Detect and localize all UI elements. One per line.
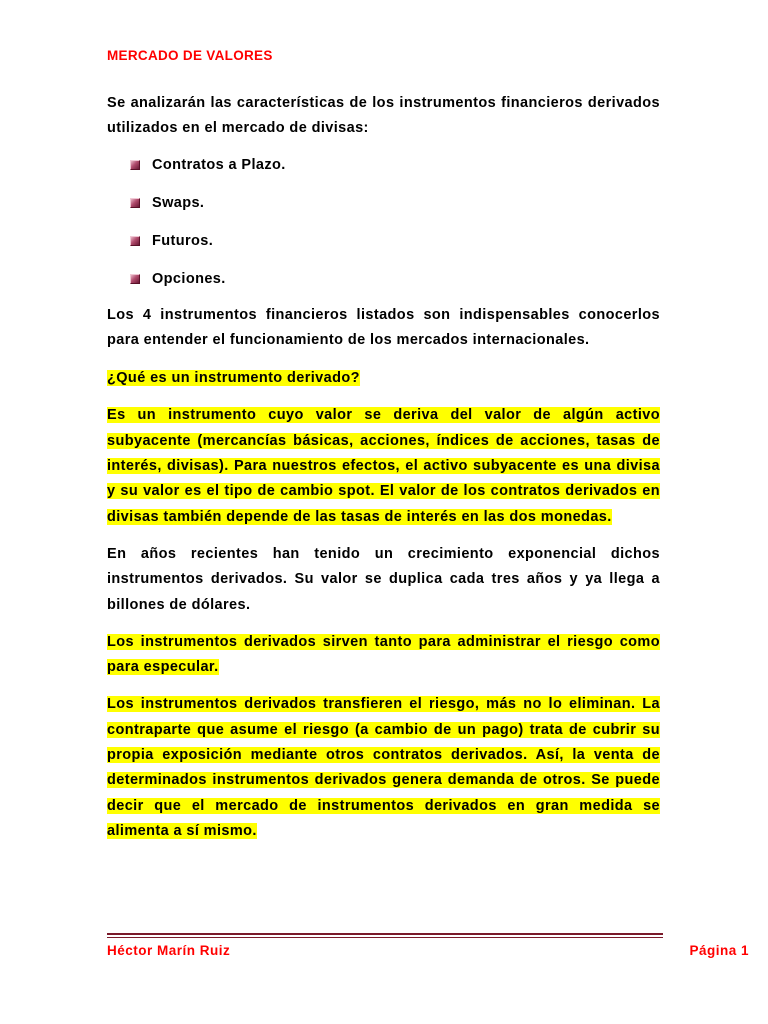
list-item-label: Contratos a Plazo. [152, 156, 286, 173]
footer-author: Héctor Marín Ruiz [107, 943, 231, 958]
square-bullet-icon [130, 236, 140, 246]
document-title: MERCADO DE VALORES [107, 48, 273, 63]
risk-transfer-paragraph-text: Los instrumentos derivados transfieren el riesgo, más no lo eliminan. La contraparte que asume el riesgo (a cambio de un pago) trata de cubrir su propia exposición mediante otros contratos derivados. Así, la venta de determinados instrumentos derivados genera demanda de otros. Se puede decir que el mercado de instrumentos derivados en gran medida se alimenta a sí mismo. [107, 696, 660, 839]
page-number: Página 1 [689, 943, 749, 958]
risk-speculation-paragraph [107, 630, 660, 681]
definition-paragraph-text: Es un instrumento cuyo valor se deriva del valor de algún activo subyacente (mercancías básicas, acciones, índices de acciones, tasas de interés, divisas). Para nuestros efectos, el activo subyacente es una divisa y su valor es el tipo de cambio spot. El valor de los contratos derivados en divisas también depende de las tasas de interés en las dos monedas. [107, 407, 660, 525]
square-bullet-icon [130, 198, 140, 208]
growth-paragraph: En años recientes han tenido un crecimiento exponencial dichos instrumentos derivados. Su valor se duplica cada tres años y ya llega a billones de dólares. [107, 545, 660, 613]
square-bullet-icon [130, 274, 140, 284]
list-item-label: Swaps. [152, 194, 205, 211]
list-item-label: Opciones. [152, 270, 226, 287]
definition-paragraph [107, 403, 660, 529]
listed-instruments-paragraph: Los 4 instrumentos financieros listados son indispensables conocerlos para entender el funcionamiento de los mercados internacionales. [107, 306, 660, 348]
question-heading [107, 366, 660, 391]
list-item [107, 229, 660, 254]
list-item [107, 267, 660, 292]
list-item [107, 153, 660, 178]
list-item [107, 191, 660, 216]
risk-speculation-paragraph-text: Los instrumentos derivados sirven tanto para administrar el riesgo como para especular. [107, 633, 660, 676]
question-heading-text: ¿Qué es un instrumento derivado? [107, 370, 360, 387]
intro-paragraph: Se analizarán las características de los instrumentos financieros derivados utilizados en el mercado de divisas: [107, 95, 660, 137]
instrument-list [107, 153, 660, 292]
square-bullet-icon [130, 160, 140, 170]
list-item-label: Futuros. [152, 232, 214, 249]
footer-divider [107, 933, 663, 939]
document-body [107, 91, 660, 844]
risk-transfer-paragraph [107, 692, 660, 844]
